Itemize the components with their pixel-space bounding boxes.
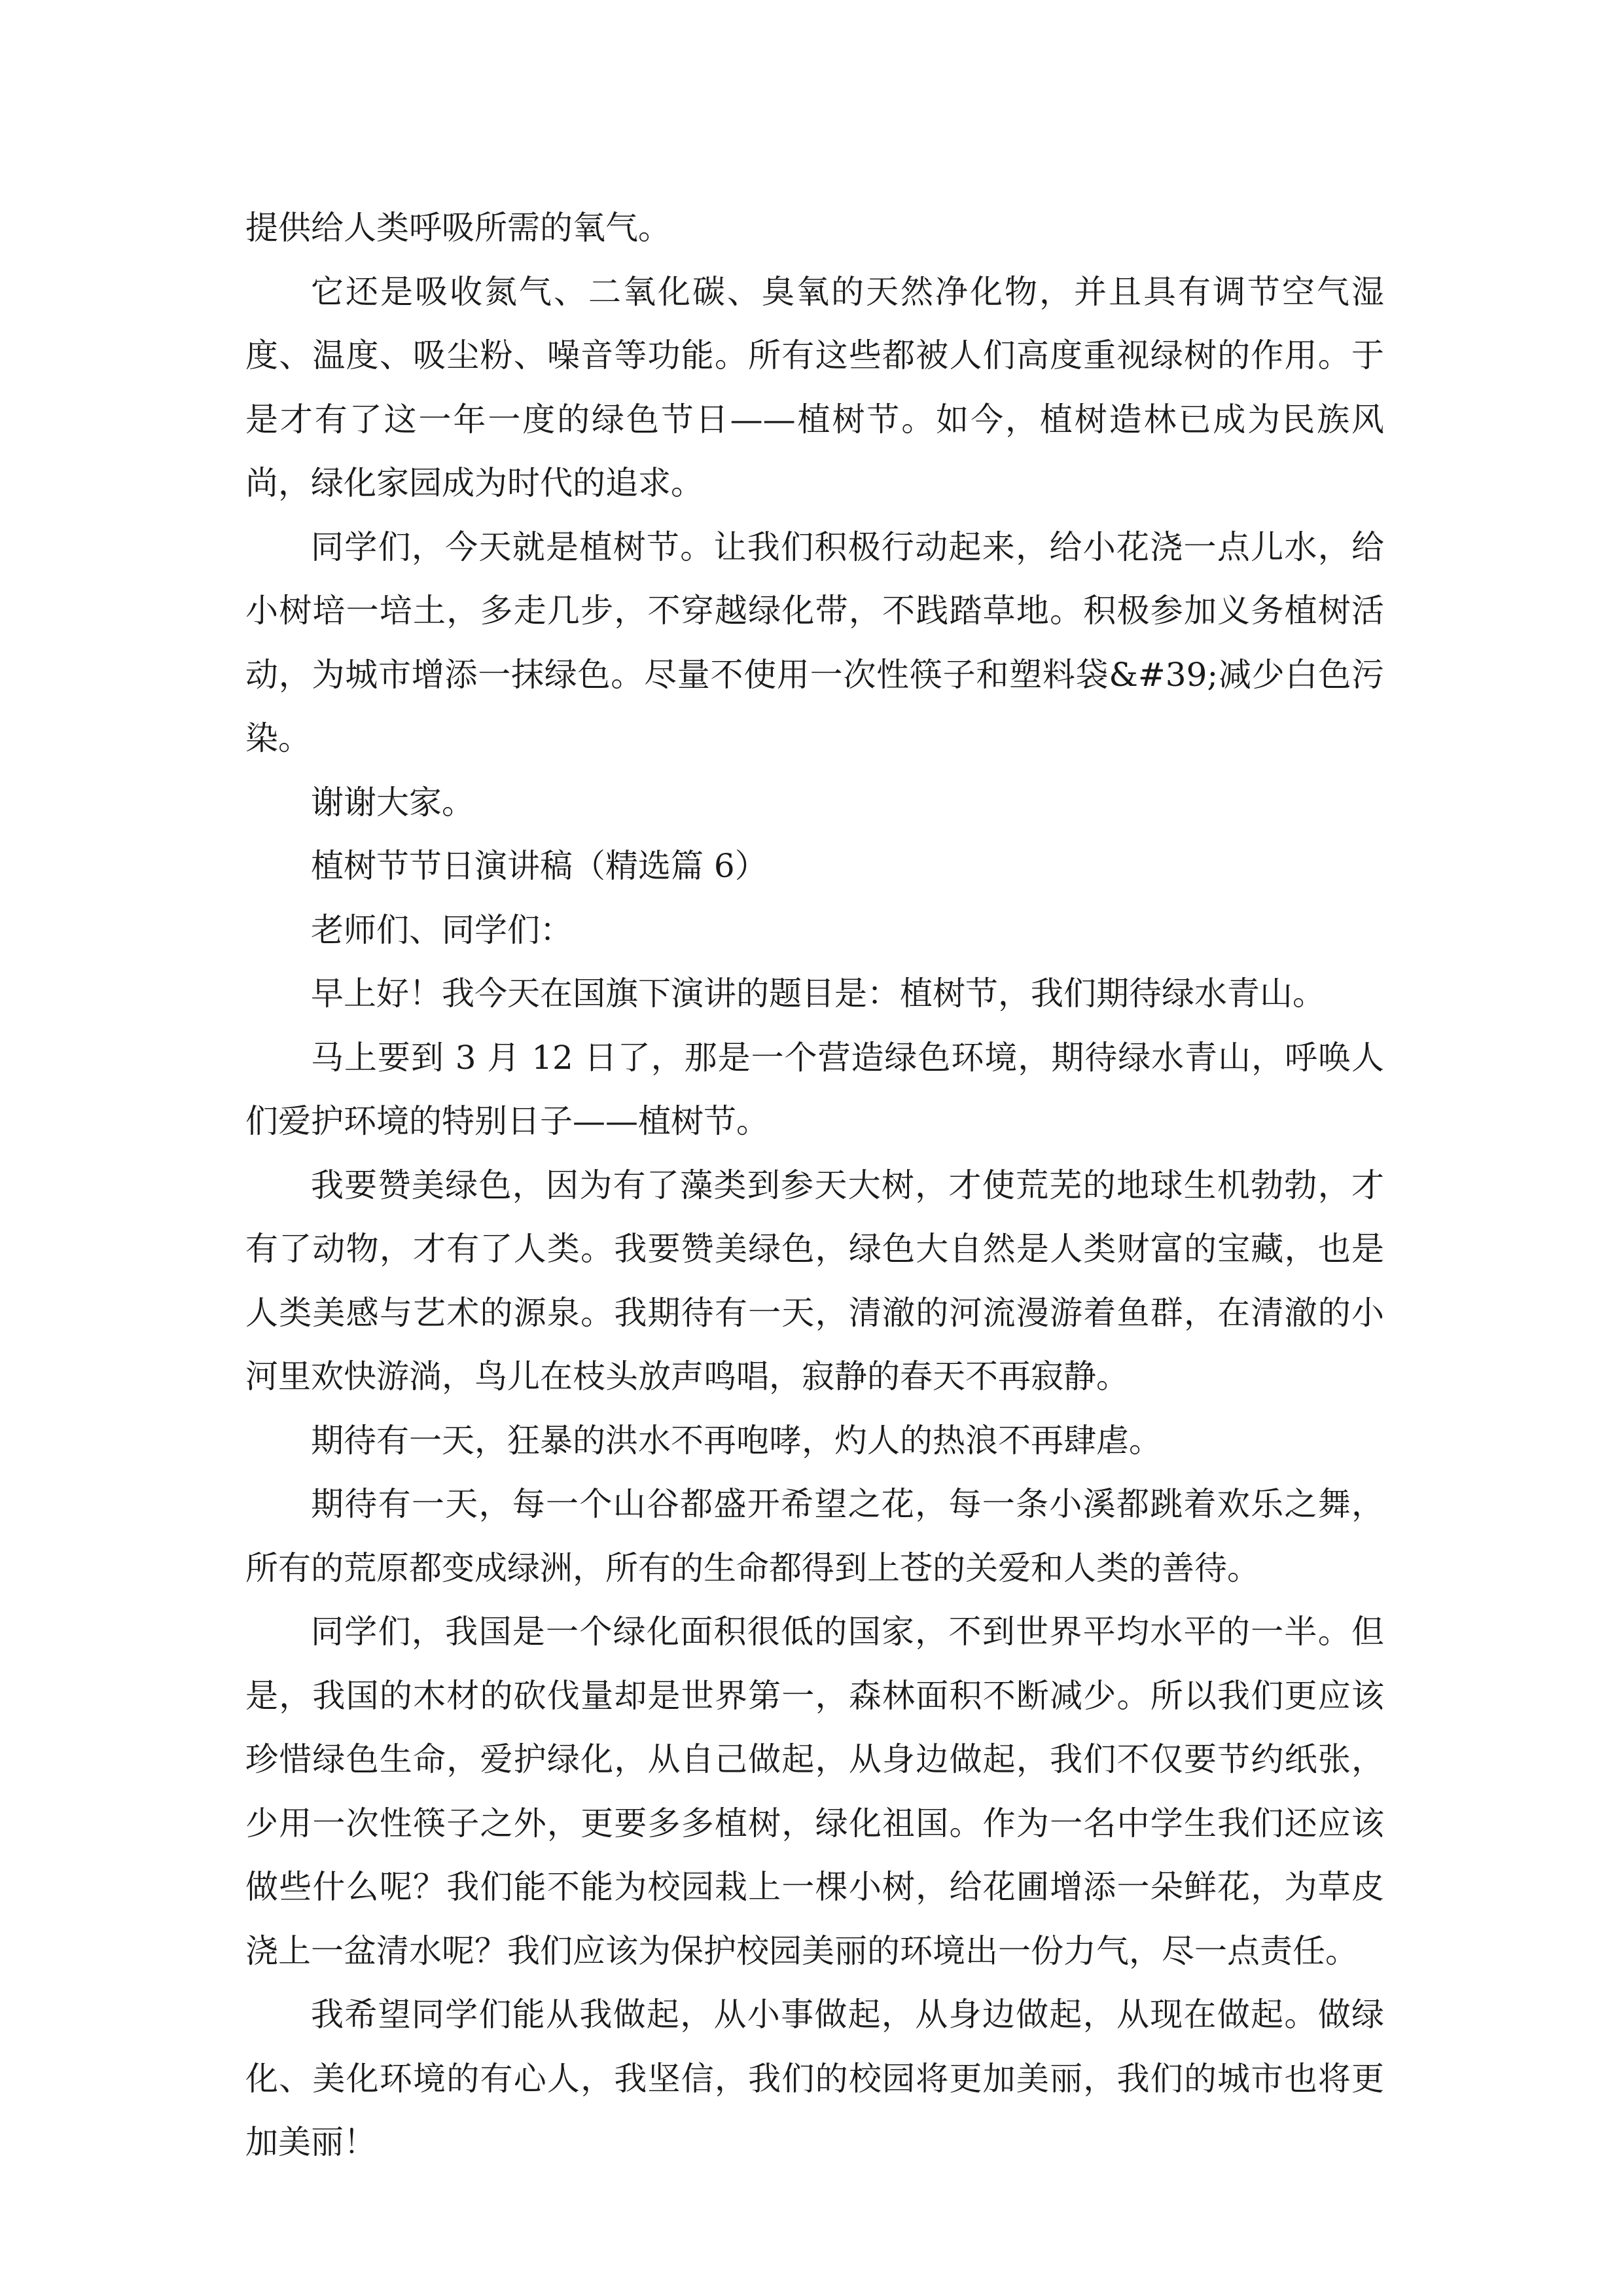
paragraph: 我要赞美绿色，因为有了藻类到参天大树，才使荒芜的地球生机勃勃，才有了动物，才有了人类。我要赞美绿色，绿色大自然是人类财富的宝藏，也是人类美感与艺术的源泉。我期待有一天，清澈的河流漫游着鱼群，在清澈的小河里欢快游淌，鸟儿在枝头放声鸣唱，寂静的春天不再寂静。 (245, 1166, 1384, 1395)
closing-line: 谢谢大家。 (311, 783, 474, 821)
paragraph: 期待有一天，狂暴的洪水不再咆哮，灼人的热浪不再肆虐。 (311, 1421, 1162, 1460)
paragraph: 期待有一天，每一个山谷都盛开希望之花，每一条小溪都跳着欢乐之舞，所有的荒原都变成绿洲，所有的生命都得到上苍的关爱和人类的善待。 (245, 1485, 1384, 1587)
paragraph: 它还是吸收氮气、二氧化碳、臭氧的天然净化物，并且具有调节空气湿度、温度、吸尘粉、噪音等功能。所有这些都被人们高度重视绿树的作用。于是才有了这一年一度的绿色节日——植树节。如今，植树造林已成为民族风尚，绿化家园成为时代的追求。 (245, 272, 1384, 502)
paragraph: 同学们，我国是一个绿化面积很低的国家，不到世界平均水平的一半。但是，我国的木材的砍伐量却是世界第一，森林面积不断减少。所以我们更应该珍惜绿色生命，爱护绿化，从自己做起，从身边做起，我们不仅要节约纸张，少用一次性筷子之外，更要多多植树，绿化祖国。作为一名中学生我们还应该做些什么呢？我们能不能为校园栽上一棵小树，给花圃增添一朵鲜花，为草皮浇上一盆清水呢？我们应该为保护校园美丽的环境出一份力气，尽一点责任。 (245, 1613, 1384, 1970)
paragraph: 早上好！我今天在国旗下演讲的题目是：植树节，我们期待绿水青山。 (311, 975, 1325, 1013)
paragraph: 同学们，今天就是植树节。让我们积极行动起来，给小花浇一点儿水，给小树培一培土，多走几步，不穿越绿化带，不践踏草地。积极参加义务植树活动，为城市增添一抹绿色。尽量不使用一次性筷子和塑料袋&#39;减少白色污染。 (245, 528, 1384, 757)
section-title: 植树节节日演讲稿（精选篇 6） (311, 847, 768, 885)
paragraph: 我希望同学们能从我做起，从小事做起，从身边做起，从现在做起。做绿化、美化环境的有心人，我坚信，我们的校园将更加美丽，我们的城市也将更加美丽！ (245, 1996, 1384, 2161)
paragraph-continuation: 提供给人类呼吸所需的氧气。 (245, 209, 671, 247)
paragraph: 马上要到 3 月 12 日了，那是一个营造绿色环境，期待绿水青山，呼唤人们爱护环境的特别日子——植树节。 (245, 1038, 1384, 1140)
document-body (245, 196, 1384, 2175)
salutation: 老师们、同学们： (311, 910, 573, 949)
